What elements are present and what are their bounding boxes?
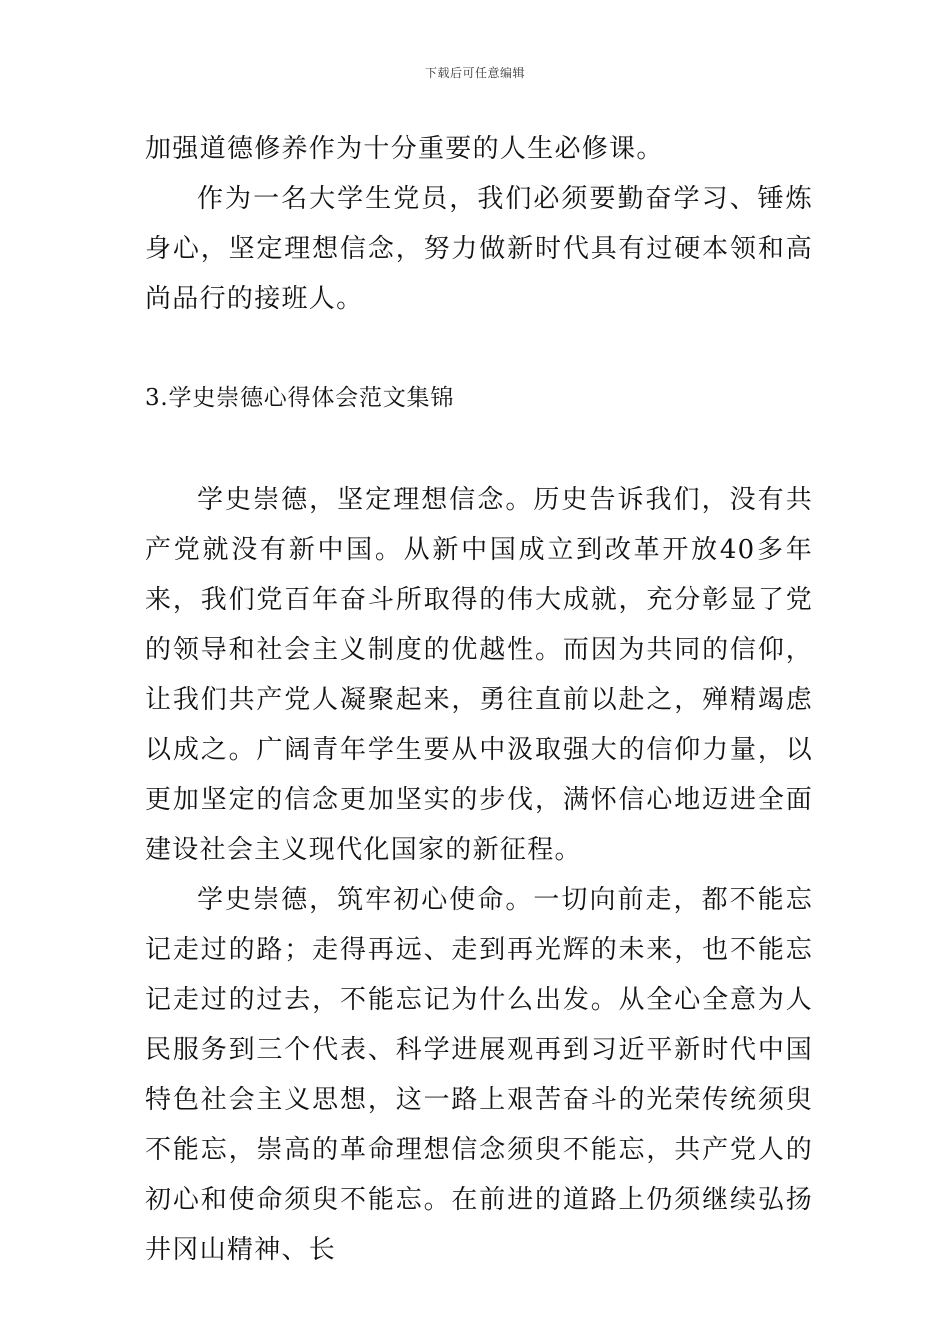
document-body <box>145 124 813 1275</box>
paragraph-2: 作为一名大学生党员，我们必须要勤奋学习、锤炼身心，坚定理想信念，努力做新时代具有过硬本领和高尚品行的接班人。 <box>145 184 813 314</box>
paragraph-4: 学史崇德，筑牢初心使命。一切向前走，都不能忘记走过的路；走得再远、走到再光辉的未来，也不能忘记走过的过去，不能忘记为什么出发。从全心全意为人民服务到三个代表、科学进展观再到习近平新时代中国特色社会主义思想，这一路上艰苦奋斗的光荣传统须臾不能忘，崇高的革命理想信念须臾不能忘，共产党人的初心和使命须臾不能忘。在前进的道路上仍须继续弘扬井冈山精神、长 <box>145 885 813 1265</box>
paragraph-3: 学史崇德，坚定理想信念。历史告诉我们，没有共产党就没有新中国。从新中国成立到改革开放40多年来，我们党百年奋斗所取得的伟大成就，充分彰显了党的领导和社会主义制度的优越性。而因为共同的信仰，让我们共产党人凝聚起来，勇往直前以赴之，殚精竭虑以成之。广阔青年学生要从中汲取强大的信仰力量，以更加坚定的信念更加坚实的步伐，满怀信心地迈进全面建设社会主义现代化国家的新征程。 <box>145 485 813 865</box>
paragraph-1: 加强道德修养作为十分重要的人生必修课。 <box>145 134 664 164</box>
section-heading: 3.学史崇德心得体会范文集锦 <box>145 385 455 411</box>
page-header: 下载后可任意编辑 <box>424 66 525 80</box>
